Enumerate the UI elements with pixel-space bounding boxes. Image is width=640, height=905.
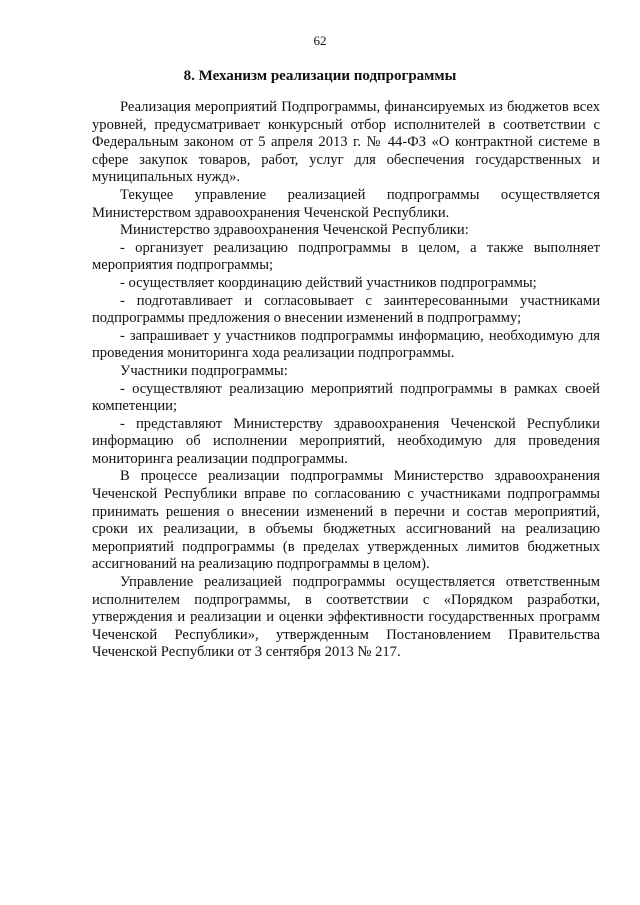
list-item-ministry-organizes: - организует реализацию подпрограммы в целом, а также выполняет мероприятия подпрограммы; (92, 239, 600, 274)
paragraph-funding: Реализация мероприятий Подпрограммы, финансируемых из бюджетов всех уровней, предусматривает конкурсный отбор исполнителей в соответствии с Федеральным законом от 5 апреля 2013 г. № 44-ФЗ «О контрактной системе в сфере закупок товаров, работ, услуг для обеспечения государственных и муниципальных нужд». (92, 99, 600, 186)
list-item-participants-report: - представляют Министерству здравоохранения Чеченской Республики информацию об исполнении мероприятий, необходимую для проведения мониторинга реализации подпрограммы. (92, 415, 600, 467)
paragraph-changes: В процессе реализации подпрограммы Министерство здравоохранения Чеченской Республики вправе по согласованию с участниками подпрограммы принимать решения о внесении изменений в перечни и состав мероприятий, сроки их реализации, в объемы бюджетных ассигнований на реализацию мероприятий подпрограммы (в пределах утвержденных лимитов бюджетных ассигнований на реализацию подпрограммы в целом). (92, 468, 600, 573)
paragraph-ministry-intro: Министерство здравоохранения Чеченской Республики: (120, 222, 469, 239)
paragraph-responsible-executor: Управление реализацией подпрограммы осуществляется ответственным исполнителем подпрограммы, в соответствии с «Порядком разработки, утверждения и реализации и оценки эффективности государственных программ Чеченской Республики», утвержденным Постановлением Правительства Чеченской Республики от 3 сентября 2013 № 217. (92, 574, 600, 661)
list-item-ministry-prepares: - подготавливает и согласовывает с заинтересованными участниками подпрограммы предложения о внесении изменений в подпрограмму; (92, 292, 600, 327)
page-number: 62 (313, 33, 327, 48)
list-item-ministry-requests: - запрашивает у участников подпрограммы информацию, необходимую для проведения мониторинга хода реализации подпрограммы. (92, 327, 600, 362)
list-item-ministry-coordinates: - осуществляет координацию действий участников подпрограммы; (120, 274, 537, 291)
paragraph-participants-intro: Участники подпрограммы: (120, 362, 288, 379)
section-heading: 8. Механизм реализации подпрограммы (183, 68, 457, 84)
list-item-participants-implement: - осуществляют реализацию мероприятий подпрограммы в рамках своей компетенции; (92, 380, 600, 415)
paragraph-current-management: Текущее управление реализацией подпрограммы осуществляется Министерством здравоохранения Чеченской Республики. (92, 186, 600, 221)
body-text (92, 99, 600, 662)
